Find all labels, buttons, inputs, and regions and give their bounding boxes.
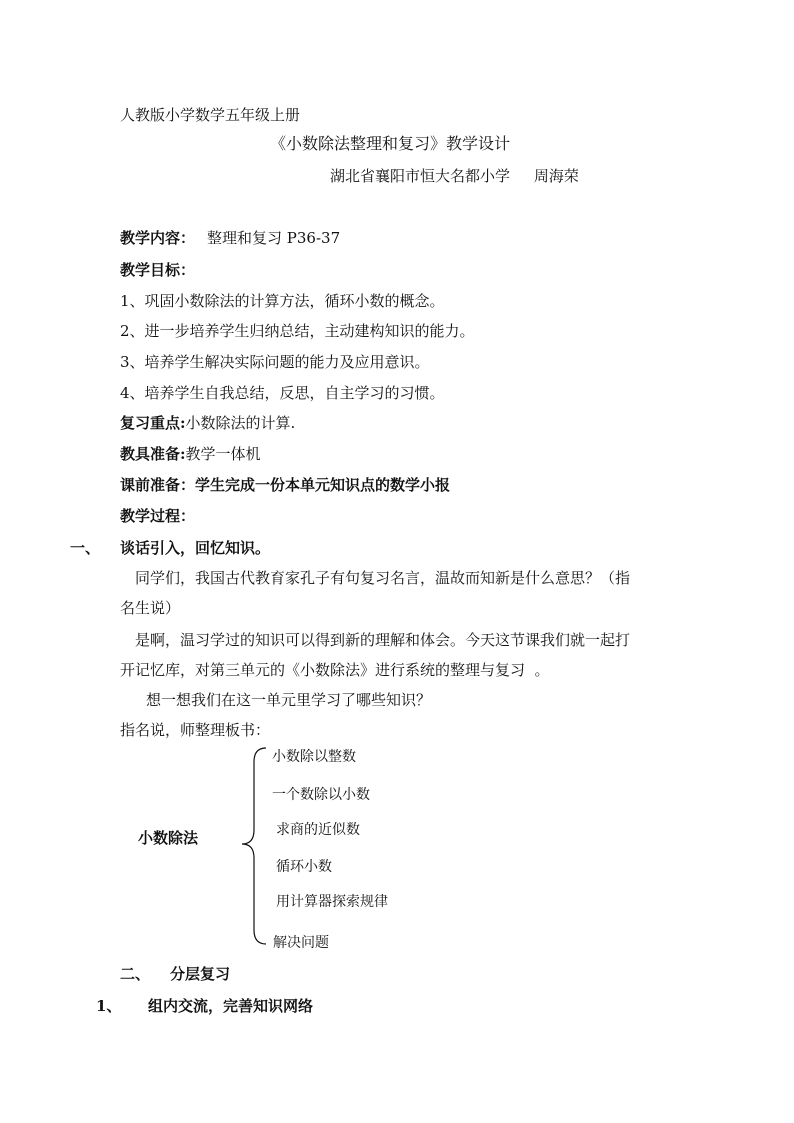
preparation-value: 学生完成一份本单元知识点的数学小报: [195, 476, 451, 494]
section2-number: 二、: [120, 965, 151, 983]
subsection1-number: 1、: [96, 997, 122, 1015]
section1-para4: 指名说，师整理板书：: [120, 721, 271, 739]
objective-item: 3、培养学生解决实际问题的能力及应用意识。: [120, 353, 430, 371]
tools-value: 教学一体机: [185, 445, 261, 463]
key-point-value: 小数除法的计算.: [185, 414, 296, 432]
textbook-label: 人教版小学数学五年级上册: [120, 106, 301, 124]
section1-title: 谈话引入，回忆知识。: [120, 539, 271, 557]
content-label: 教学内容：: [120, 229, 196, 247]
preparation-label: 课前准备：: [120, 476, 196, 494]
diagram-brace: [236, 744, 276, 948]
objectives-label: 教学目标：: [120, 261, 196, 279]
author-line: 湖北省襄阳市恒大名都小学 周海荣: [330, 167, 579, 185]
diagram-branch: 用计算器探索规律: [276, 894, 388, 910]
objective-item: 4、培养学生自我总结，反思，自主学习的习惯。: [120, 384, 445, 402]
diagram-branch: 循环小数: [276, 859, 332, 875]
section1-para3: 想一想我们在这一单元里学习了哪些知识？: [146, 691, 432, 709]
objective-item: 1、巩固小数除法的计算方法，循环小数的概念。: [120, 292, 445, 310]
section2-title: 分层复习: [170, 965, 231, 983]
subsection1-title: 组内交流，完善知识网络: [148, 997, 314, 1015]
key-point-row: [120, 413, 295, 433]
key-point-label: 复习重点:: [120, 414, 186, 432]
section1-para2-line1: 是啊，温习学过的知识可以得到新的理解和体会。今天这节课我们就一起打: [135, 631, 631, 649]
diagram-root: 小数除法: [138, 829, 199, 847]
content-value: 整理和复习 P36-37: [207, 229, 341, 247]
section1-number: 一、: [70, 539, 101, 557]
diagram-branch: 一个数除以小数: [272, 787, 370, 803]
diagram-branch: 解决问题: [273, 935, 329, 951]
content-row: [120, 228, 340, 248]
section1-para1-line1: 同学们，我国古代教育家孔子有句复习名言，温故而知新是什么意思？（指: [135, 569, 631, 587]
section1-para2-line2: 开记忆库，对第三单元的《小数除法》进行系统的整理与复习 。: [120, 661, 550, 679]
tools-row: [120, 444, 261, 464]
diagram-branch: 小数除以整数: [272, 749, 356, 765]
preparation-row: [120, 475, 450, 495]
diagram-branch: 求商的近似数: [276, 822, 360, 838]
objective-item: 2、进一步培养学生归纳总结，主动建构知识的能力。: [120, 322, 475, 340]
tools-label: 教具准备:: [120, 445, 186, 463]
process-label: 教学过程：: [120, 507, 196, 525]
document-title: 《小数除法整理和复习》教学设计: [270, 134, 511, 153]
section1-para1-line2: 名生说）: [120, 599, 181, 617]
